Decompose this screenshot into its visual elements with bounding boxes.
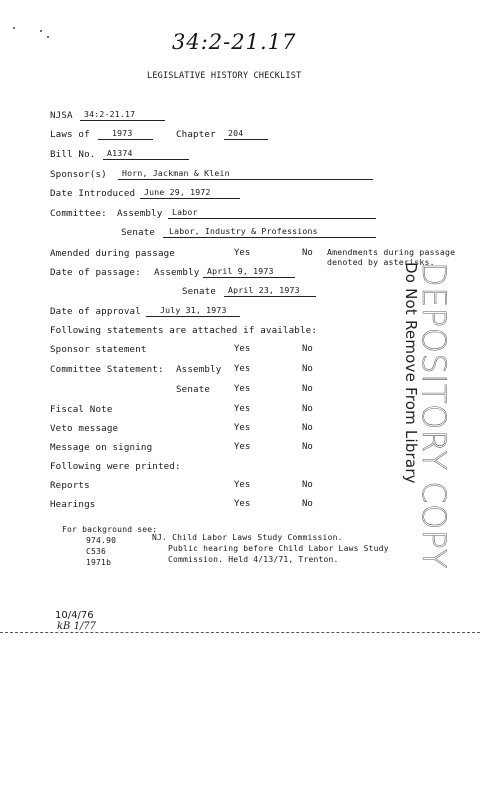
page-title: LEGISLATIVE HISTORY CHECKLIST: [147, 71, 302, 81]
statements-heading: Following statements are attached if available:: [50, 325, 318, 336]
date-introduced-value: June 29, 1972: [144, 187, 211, 197]
background-heading: For background see:: [62, 525, 158, 534]
background-text-3: Commission. Held 4/13/71, Trenton.: [168, 555, 339, 564]
committee-senate-field: [163, 226, 376, 238]
amended-label: Amended during passage: [50, 248, 175, 259]
njsa-value: 34:2-21.17: [84, 109, 136, 119]
background-code-2: C536: [86, 547, 107, 556]
passage-assembly-date: April 9, 1973: [207, 266, 274, 276]
printed-heading: Following were printed:: [50, 461, 181, 472]
sponsors-value: Horn, Jackman & Klein: [122, 168, 230, 178]
footer-initials: kB 1/77: [57, 621, 97, 632]
background-code-3: 1971b: [86, 558, 112, 567]
sponsor-statement-label: Sponsor statement: [50, 344, 147, 355]
message-on-signing-label: Message on signing: [50, 442, 153, 453]
committee-statement-label: Committee Statement:: [50, 364, 164, 375]
committee-assembly-field: [168, 207, 376, 219]
date-introduced-field: [140, 187, 240, 199]
sponsor-statement-yes: Yes: [234, 344, 251, 354]
date-of-approval-field: [146, 305, 240, 317]
passage-senate-date: April 23, 1973: [228, 285, 300, 295]
scan-speck: [13, 27, 15, 29]
veto-message-label: Veto message: [50, 423, 119, 434]
message-on-signing-yes: Yes: [234, 442, 251, 452]
committee-label: Committee:: [50, 208, 107, 219]
passage-assembly-label: Assembly: [154, 267, 200, 278]
date-of-approval-value: July 31, 1973: [160, 305, 227, 315]
bill-no-value: A1374: [107, 148, 133, 158]
background-text-1: NJ. Child Labor Laws Study Commission.: [152, 533, 343, 542]
sponsors-label: Sponsor(s): [50, 169, 107, 180]
committee-senate-value: Labor, Industry & Professions: [169, 226, 318, 236]
chapter-value: 204: [228, 128, 244, 138]
bill-no-label: Bill No.: [50, 149, 96, 160]
fiscal-note-no: No: [302, 404, 313, 414]
reports-label: Reports: [50, 480, 90, 491]
passage-assembly-field: [203, 266, 295, 278]
chapter-field: [224, 128, 268, 140]
background-text-2: Public hearing before Child Labor Laws Study: [168, 544, 389, 553]
amended-note-line2: denoted by asterisks.: [327, 257, 435, 267]
amended-note-line1: Amendments during passage: [327, 247, 456, 257]
date-of-approval-label: Date of approval: [50, 306, 141, 317]
njsa-field: [80, 109, 165, 121]
chapter-label: Chapter: [176, 129, 216, 140]
committee-statement-senate-yes: Yes: [234, 384, 251, 394]
sponsor-statement-no: No: [302, 344, 313, 354]
date-of-passage-label: Date of passage:: [50, 267, 141, 278]
njsa-label: NJSA: [50, 110, 73, 121]
footer-date: 10/4/76: [55, 610, 94, 621]
passage-senate-field: [224, 285, 316, 297]
hearings-label: Hearings: [50, 499, 96, 510]
reports-no: No: [302, 480, 313, 490]
scan-speck: [40, 30, 42, 32]
committee-statement-assembly-label: Assembly: [176, 364, 222, 375]
laws-of-value: 1973: [112, 128, 133, 138]
reports-yes: Yes: [234, 480, 251, 490]
handwritten-statute-number: 34:2-21.17: [172, 30, 297, 54]
committee-assembly-label: Assembly: [117, 208, 163, 219]
committee-statement-senate-label: Senate: [176, 384, 211, 395]
laws-of-field: [98, 128, 153, 140]
dashed-separator: [0, 632, 480, 633]
amended-no: No: [302, 248, 313, 258]
committee-statement-assembly-yes: Yes: [234, 364, 251, 374]
committee-statement-senate-no: No: [302, 384, 313, 394]
stamp-line-1: DEPOSITORY COPY: [415, 262, 453, 569]
message-on-signing-no: No: [302, 442, 313, 452]
stamp-line-2: Do Not Remove From Library: [402, 262, 420, 484]
date-introduced-label: Date Introduced: [50, 188, 136, 199]
veto-message-yes: Yes: [234, 423, 251, 433]
veto-message-no: No: [302, 423, 313, 433]
hearings-yes: Yes: [234, 499, 251, 509]
committee-senate-label: Senate: [121, 227, 156, 238]
bill-no-field: [103, 148, 189, 160]
passage-senate-label: Senate: [182, 286, 217, 297]
sponsors-field: [118, 168, 373, 180]
amended-yes: Yes: [234, 248, 251, 258]
hearings-no: No: [302, 499, 313, 509]
background-code-1: 974.90: [86, 536, 117, 545]
committee-statement-assembly-no: No: [302, 364, 313, 374]
scan-speck: [47, 36, 49, 38]
fiscal-note-label: Fiscal Note: [50, 404, 113, 415]
fiscal-note-yes: Yes: [234, 404, 251, 414]
committee-assembly-value: Labor: [172, 207, 198, 217]
depository-copy-stamp: [402, 262, 453, 569]
laws-of-label: Laws of: [50, 129, 90, 140]
